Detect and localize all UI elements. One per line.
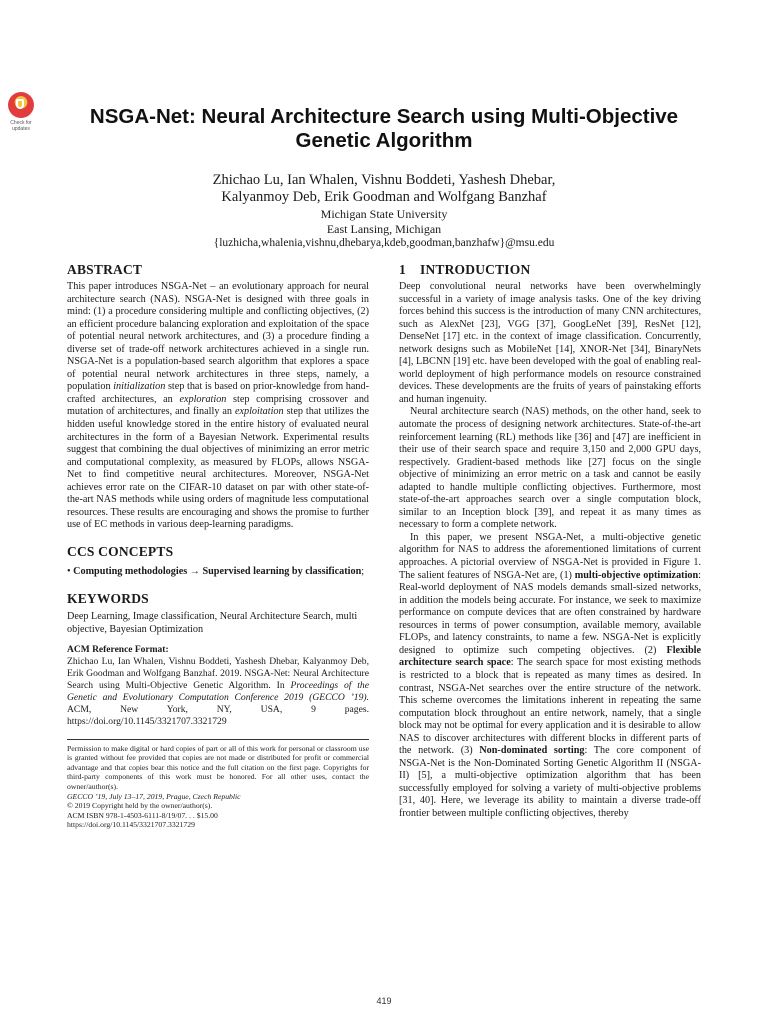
author-line-2: Kalyanmoy Deb, Erik Goodman and Wolfgang Banzhaf bbox=[221, 189, 547, 205]
intro-paragraph-3: In this paper, we present NSGA-Net, a multi-objective genetic algorithm for NAS to address the aforementioned limitations of current approaches. A pictorial overview of NSGA-Net is provided in Figure 1. The salient features of NSGA-Net are, (1) multi-objective optimization: Real-world deployment of NAS models demands small-sized networks, in addition the models being accurate. For instance, we seek to maximize performance on compute devices that are often constrained by hardware resources in terms of power consumption, available memory, available FLOPs, and latency constraints, to name a few. NSGA-Net is explicitly designed to optimize such competing objectives. (2) Flexible architecture search space: The search space for most existing methods is restricted to a block that is repeated as many times as desired. In contrast, NSGA-Net searches over the entire structure of the network. This scheme overcomes the limitations inherent in repeating the same computation block throughout an entire network, namely, that a single block may not be optimal for every application and it is desirable to allow NAS to discover architectures with different blocks in different parts of the network. (3) Non-dominated sorting: The core component of NSGA-Net is the Non-Dominated Sorting Genetic Algorithm II (NSGA-II) [5], a multi-objective optimization algorithm that has been successfully employed for solving a variety of multi-objective problems [31, 40]. Here, we leverage its ability to maintain a diverse trade-off frontier between multiple conflicting objectives, thereby bbox=[399, 531, 701, 819]
keywords-heading: KEYWORDS bbox=[67, 591, 149, 607]
paper-title-line-1: NSGA-Net: Neural Architecture Search using Multi-Objective bbox=[89, 105, 679, 128]
intro-paragraph-2: Neural architecture search (NAS) methods, on the other hand, seek to automate the process of designing network architectures. State-of-the-art reinforcement learning (RL) methods like [36] and [47] are inefficient in their use of their search space and require 3,150 and 2,000 GPU days, respectively. Gradient-based methods like [27] focus on the single objective of minimizing an error metric on a task and cannot be easily adapted to handle multiple conflicting objectives. Furthermore, most state-of-the-art approaches search over a single computation block, similar to an Inception block [39], and repeat it as many times as necessary to form a complete network. bbox=[399, 406, 701, 531]
affiliation bbox=[60, 207, 708, 251]
page-number: 419 bbox=[376, 996, 392, 1006]
section-number: 1 bbox=[399, 262, 406, 277]
abstract-text: This paper introduces NSGA-Net – an evolutionary approach for neural architecture search (NAS). NSGA-Net is designed with three goals in mind: (1) a procedure considering multiple and conflicting objectives, (2) an efficient procedure balancing exploration and exploitation of the space of potential neural network architectures, and (3) a procedure finding a diverse set of trade-off network architectures achieved in a single run. NSGA-Net is a population-based search algorithm that explores a space of potential neural network architectures in three steps, namely, a population initialization step that is based on prior-knowledge from hand-crafted architectures, an exploration step comprising crossover and mutation of architectures, and finally an exploitation step that utilizes the hidden useful knowledge stored in the entire history of evaluated neural architectures in the form of a Bayesian Network. Experimental results suggest that combining the dual objectives of minimizing an error metric and computational complexity, as measured by FLOPs, allows NSGA-Net to find competitive neural architectures. Moreover, NSGA-Net achieves error rate on the CIFAR-10 dataset on par with other state-of-the-art NAS methods while using orders of magnitude less computational resources. These results are encouraging and shows the promise to further use of EC methods in various deep-learning paradigms. bbox=[67, 281, 370, 531]
permission-notice: Permission to make digital or hard copies of part or all of this work for personal or classroom use is granted without fee provided that copies are not made or distributed for profit or commercial advantage and that copies bear this notice and the full citation on the first page. Copyrights for third-party components of this work must be honored. For all other uses, contact the owner/author(s). bbox=[67, 743, 369, 791]
copyright-line: © 2019 Copyright held by the owner/author(s). bbox=[67, 801, 213, 811]
abstract-heading: ABSTRACT bbox=[67, 262, 143, 277]
doi-link[interactable]: https://doi.org/10.1145/3321707.3321729 bbox=[67, 820, 195, 830]
affiliation-location: East Lansing, Michigan bbox=[326, 221, 442, 236]
footnote-divider bbox=[67, 739, 369, 740]
check-for-updates-badge[interactable] bbox=[4, 92, 38, 132]
paper-title bbox=[55, 105, 713, 153]
check-for-updates-icon bbox=[8, 92, 34, 118]
isbn-line: ACM ISBN 978-1-4503-6111-8/19/07. . . $15.00 bbox=[67, 810, 218, 820]
keywords-text: Deep Learning, Image classification, Neural Architecture Search, multi objective, Bayesian Optimization bbox=[67, 611, 358, 636]
ccs-concepts: • Computing methodologies → Supervised learning by classification; bbox=[67, 565, 365, 577]
section-title: INTRODUCTION bbox=[420, 262, 531, 277]
acm-reference-heading: ACM Reference Format: bbox=[67, 644, 169, 655]
left-column bbox=[67, 262, 369, 830]
affiliation-university: Michigan State University bbox=[320, 207, 448, 221]
check-for-updates-label: Check for updates bbox=[10, 120, 32, 132]
author-emails: {luzhicha,whalenia,vishnu,dhebarya,kdeb,goodman,banzhafw}@msu.edu bbox=[213, 237, 555, 249]
author-list bbox=[60, 172, 708, 206]
intro-paragraph-1: Deep convolutional neural networks have been overwhelmingly successful in a variety of image analysis tasks. One of the key driving forces behind this success is the introduction of many CNN architectures, such as AlexNet [23], VGG [37], GoogLeNet [39], ResNet [12], DenseNet [17] etc. in the context of image classification. Concurrently, network designs such as MobileNet [14], XNOR-Net [34], BinaryNets [4], LBCNN [19] etc. have been developed with the goal of enabling real-world deployment of high performance models on resource constrained devices. These developments are the fruits of years of painstaking efforts and human ingenuity. bbox=[399, 281, 701, 405]
introduction-heading bbox=[399, 262, 701, 278]
right-column bbox=[399, 262, 701, 821]
paper-title-line-2: Genetic Algorithm bbox=[295, 129, 473, 152]
ccs-heading: CCS CONCEPTS bbox=[67, 543, 174, 559]
acm-reference-text: Zhichao Lu, Ian Whalen, Vishnu Boddeti, Yashesh Dhebar, Kalyanmoy Deb, Erik Goodman and Wolfgang Banzhaf. 2019. NSGA-Net: Neural Architecture Search using Multi-Objective Genetic Algorithm. In Proceedings of the Genetic and Evolutionary Computation Conference 2019 (GECCO ’19). ACM, New York, NY, USA, 9 pages. https://doi.org/10.1145/3321707.3321729 bbox=[67, 655, 369, 727]
author-line-1: Zhichao Lu, Ian Whalen, Vishnu Boddeti, Yashesh Dhebar, bbox=[212, 172, 556, 188]
conference-line: GECCO ’19, July 13–17, 2019, Prague, Czech Republic bbox=[67, 791, 241, 801]
